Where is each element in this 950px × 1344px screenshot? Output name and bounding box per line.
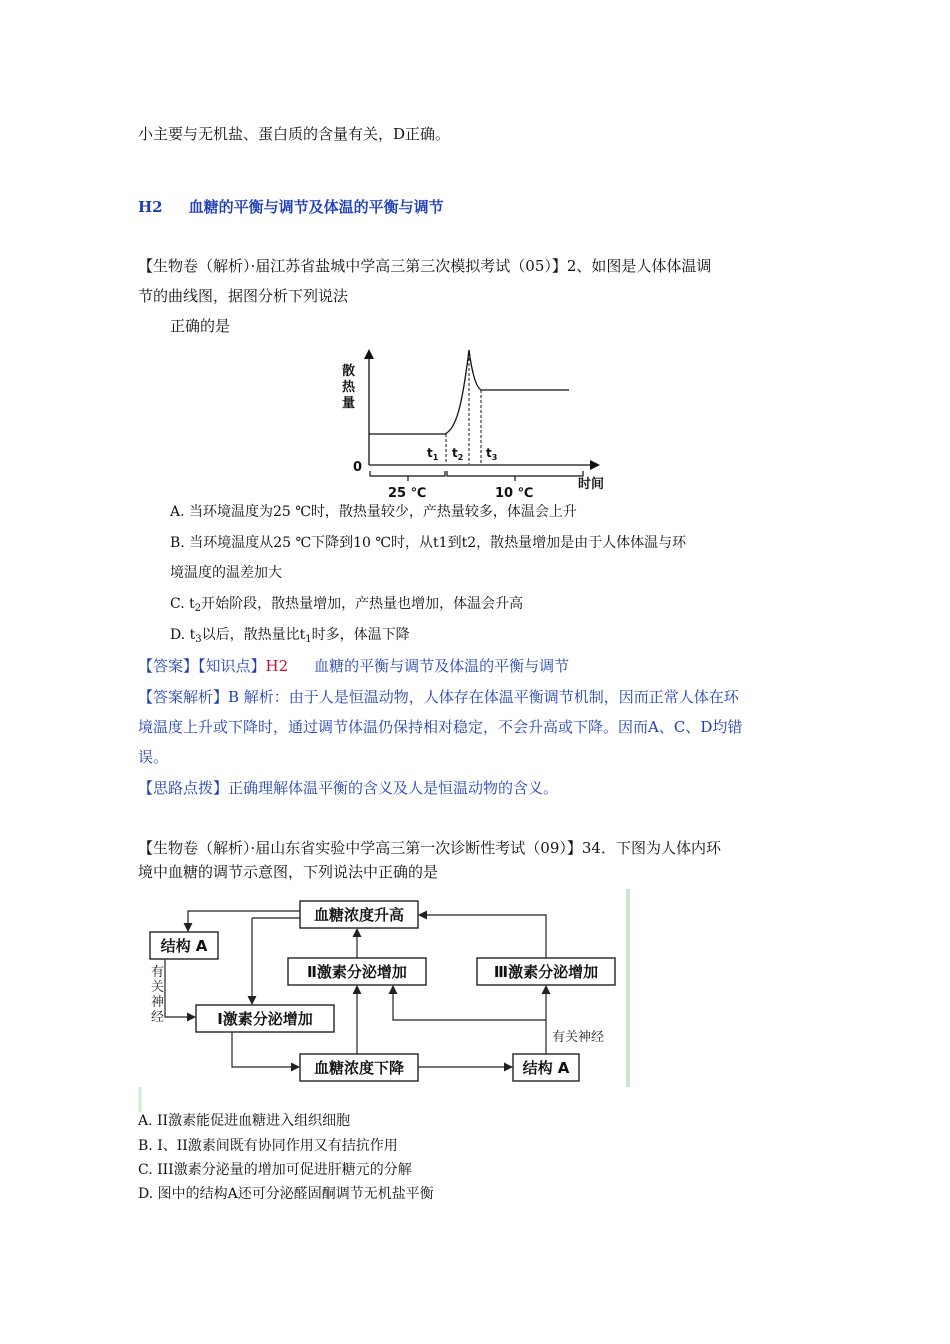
- svg-text:血糖浓度升高: 血糖浓度升高: [313, 906, 405, 924]
- svg-text:结构 A: 结构 A: [160, 937, 208, 955]
- q2-option-a: A. II激素能促进血糖进入组织细胞: [138, 1113, 351, 1129]
- y-axis-arrow: [364, 349, 374, 359]
- q1-analysis-line1: 【答案解析】B 解析：由于人是恒温动物，人体存在体温平衡调节机制，因而正常人体在环: [138, 688, 739, 706]
- q1-analysis-line2: 境温度上升或下降时，通过调节体温仍保持相对稳定，不会升高或下降。因而A、C、D均错: [138, 718, 743, 736]
- q1-option-c: C. $t_2$开始阶段，散热量增加，产热量也增加，体温会升高: [170, 596, 524, 614]
- label-25c: 25 ℃: [388, 486, 427, 501]
- q1-tip: 【思路点拨】正确理解体温平衡的含义及人是恒温动物的含义。: [138, 779, 559, 797]
- answer-code: H2: [265, 657, 289, 675]
- y-label-char-2: 热: [342, 380, 356, 395]
- svg-text:Ⅲ激素分泌增加: Ⅲ激素分泌增加: [493, 963, 599, 981]
- q1-option-b-line2: 境温度的温差加大: [170, 565, 282, 581]
- svg-text:Ⅰ激素分泌增加: Ⅰ激素分泌增加: [217, 1010, 313, 1028]
- section-title: 血糖的平衡与调节及体温的平衡与调节: [188, 198, 444, 216]
- q2-option-b: B. I、II激素间既有协同作用又有拮抗作用: [138, 1138, 398, 1154]
- section-heading: [138, 197, 444, 217]
- brace-25c: [370, 471, 445, 476]
- q1-answer: [138, 656, 569, 676]
- nerve-label-v2: 关: [151, 980, 165, 995]
- q1-option-d: D. $t_3$以后，散热量比$t_1$时多，体温下降: [170, 627, 410, 645]
- q1-option-b-line1: B. 当环境温度从25 ℃下降到10 ℃时，从t1到t2，散热量增加是由于人体体温与环: [170, 535, 687, 551]
- t3-label: $t_3$: [486, 446, 498, 462]
- q2-option-c: C. III激素分泌量的增加可促进肝糖元的分解: [138, 1162, 412, 1178]
- answer-label: 【答案】【知识点】: [138, 657, 266, 675]
- q1-option-a: A. 当环境温度为25 ℃时，散热量较少，产热量较多，体温会上升: [170, 504, 577, 520]
- x-axis-arrow: [590, 460, 600, 470]
- q2-stem-line2: 境中血糖的调节示意图，下列说法中正确的是: [138, 863, 439, 881]
- answer-topic: 血糖的平衡与调节及体温的平衡与调节: [314, 657, 570, 675]
- nerve-label-v4: 经: [151, 1010, 165, 1025]
- t2-label: $t_2$: [452, 446, 464, 462]
- brace-10c: [447, 471, 583, 476]
- q1-stem-line2: 节的曲线图，据图分析下列说法: [138, 287, 349, 305]
- label-10c: 10 ℃: [495, 486, 534, 501]
- q2-option-d: D. 图中的结构A还可分泌醛固酮调节无机盐平衡: [138, 1186, 434, 1202]
- y-label-char-1: 散: [342, 364, 356, 379]
- heat-dissipation-chart: [338, 345, 608, 503]
- nerve-label-horizontal: 有关神经: [552, 1030, 605, 1045]
- svg-text:结构 A: 结构 A: [522, 1059, 570, 1077]
- t1-label: $t_1$: [427, 446, 439, 462]
- q1-stem-line3: 正确的是: [170, 317, 231, 335]
- svg-text:血糖浓度下降: 血糖浓度下降: [313, 1059, 405, 1077]
- nerve-label-v1: 有: [151, 965, 165, 980]
- q1-stem-line1: 【生物卷（解析）·届江苏省盐城中学高三第三次模拟考试（05）】2、如图是人体体温调: [138, 257, 712, 275]
- svg-text:Ⅱ激素分泌增加: Ⅱ激素分泌增加: [307, 963, 407, 981]
- blood-sugar-diagram: [137, 887, 637, 1112]
- q2-stem-line1: 【生物卷（解析）·届山东省实验中学高三第一次诊断性考试（09）】34．下图为人体内环: [138, 839, 721, 857]
- y-label-char-3: 量: [342, 396, 356, 411]
- q1-analysis-line3: 误。: [138, 748, 169, 766]
- x-label: 时间: [578, 477, 605, 492]
- section-code: H2: [138, 198, 163, 216]
- nerve-label-v3: 神: [151, 995, 165, 1010]
- origin-label: 0: [353, 460, 363, 475]
- intro-line: 小主要与无机盐、蛋白质的含量有关，D正确。: [138, 125, 451, 143]
- heat-curve: [369, 350, 569, 434]
